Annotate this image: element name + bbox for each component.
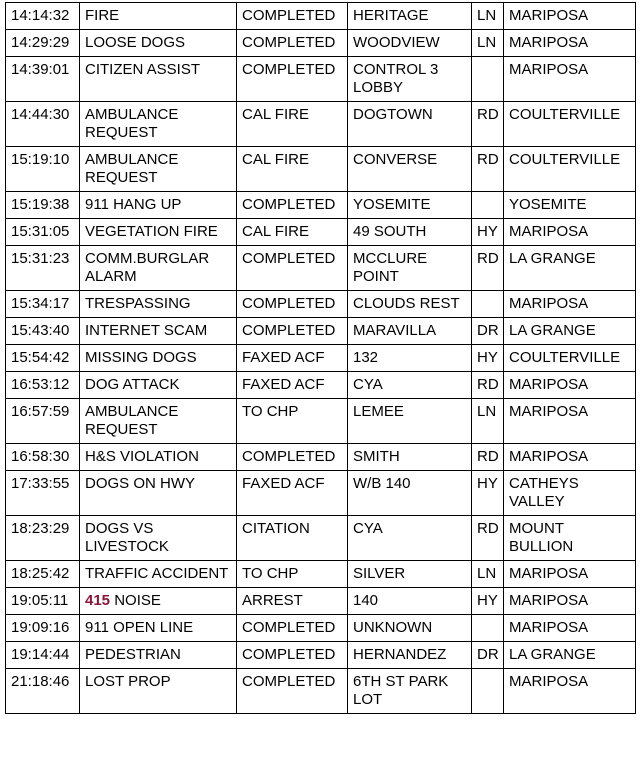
table-row [6, 615, 636, 642]
table-row [6, 30, 636, 57]
city-cell: LA GRANGE [504, 246, 636, 291]
street-suffix-cell: HY [472, 588, 504, 615]
time-cell: 16:58:30 [6, 444, 80, 471]
street-cell: MARAVILLA [348, 318, 472, 345]
disposition-cell: ARREST [237, 588, 348, 615]
call-type-cell: LOST PROP [80, 669, 237, 714]
street-suffix-cell: LN [472, 3, 504, 30]
time-cell: 15:19:38 [6, 192, 80, 219]
call-type-cell: 911 HANG UP [80, 192, 237, 219]
time-cell: 14:29:29 [6, 30, 80, 57]
disposition-cell: COMPLETED [237, 57, 348, 102]
disposition-cell: COMPLETED [237, 246, 348, 291]
call-type-cell: DOGS VS LIVESTOCK [80, 516, 237, 561]
call-type-cell: H&S VIOLATION [80, 444, 237, 471]
city-cell: LA GRANGE [504, 318, 636, 345]
time-cell: 19:09:16 [6, 615, 80, 642]
street-suffix-cell: LN [472, 561, 504, 588]
table-row [6, 399, 636, 444]
call-type-cell: CITIZEN ASSIST [80, 57, 237, 102]
street-suffix-cell: HY [472, 219, 504, 246]
call-type-cell: TRESPASSING [80, 291, 237, 318]
time-cell: 19:05:11 [6, 588, 80, 615]
call-type-cell: AMBULANCE REQUEST [80, 147, 237, 192]
disposition-cell: FAXED ACF [237, 345, 348, 372]
city-cell: MARIPOSA [504, 588, 636, 615]
table-row [6, 642, 636, 669]
call-type-cell: VEGETATION FIRE [80, 219, 237, 246]
disposition-cell: CAL FIRE [237, 147, 348, 192]
call-type-cell: AMBULANCE REQUEST [80, 102, 237, 147]
time-cell: 16:53:12 [6, 372, 80, 399]
city-cell: MARIPOSA [504, 444, 636, 471]
street-cell: HERNANDEZ [348, 642, 472, 669]
street-suffix-cell [472, 615, 504, 642]
disposition-cell: TO CHP [237, 561, 348, 588]
street-suffix-cell: LN [472, 30, 504, 57]
street-suffix-cell: RD [472, 102, 504, 147]
time-cell: 15:31:23 [6, 246, 80, 291]
city-cell: MARIPOSA [504, 615, 636, 642]
city-cell: MARIPOSA [504, 561, 636, 588]
city-cell: MARIPOSA [504, 372, 636, 399]
street-suffix-cell [472, 57, 504, 102]
time-cell: 17:33:55 [6, 471, 80, 516]
time-cell: 19:14:44 [6, 642, 80, 669]
street-cell: WOODVIEW [348, 30, 472, 57]
street-suffix-cell: LN [472, 399, 504, 444]
disposition-cell: COMPLETED [237, 669, 348, 714]
disposition-cell: CAL FIRE [237, 102, 348, 147]
table-row [6, 444, 636, 471]
time-cell: 14:44:30 [6, 102, 80, 147]
disposition-cell: COMPLETED [237, 3, 348, 30]
table-row [6, 561, 636, 588]
street-cell: 49 SOUTH [348, 219, 472, 246]
table-row [6, 318, 636, 345]
table-row [6, 102, 636, 147]
street-suffix-cell: RD [472, 246, 504, 291]
table-row [6, 345, 636, 372]
street-suffix-cell: RD [472, 147, 504, 192]
disposition-cell: CAL FIRE [237, 219, 348, 246]
call-log-table [5, 2, 636, 714]
disposition-cell: COMPLETED [237, 615, 348, 642]
call-log-body [6, 3, 636, 714]
call-type-cell: 911 OPEN LINE [80, 615, 237, 642]
street-suffix-cell: RD [472, 516, 504, 561]
call-type-cell: PEDESTRIAN [80, 642, 237, 669]
time-cell: 16:57:59 [6, 399, 80, 444]
street-cell: CLOUDS REST [348, 291, 472, 318]
street-suffix-cell [472, 192, 504, 219]
street-cell: YOSEMITE [348, 192, 472, 219]
time-cell: 21:18:46 [6, 669, 80, 714]
street-suffix-cell [472, 291, 504, 318]
call-type-cell: AMBULANCE REQUEST [80, 399, 237, 444]
street-cell: MCCLURE POINT [348, 246, 472, 291]
penal-code-415: 415 [85, 592, 111, 609]
call-type-cell [80, 588, 237, 615]
call-type-cell: FIRE [80, 3, 237, 30]
table-row [6, 588, 636, 615]
disposition-cell: COMPLETED [237, 642, 348, 669]
table-row [6, 57, 636, 102]
disposition-cell: CITATION [237, 516, 348, 561]
street-cell: LEMEE [348, 399, 472, 444]
table-row [6, 372, 636, 399]
table-row [6, 3, 636, 30]
street-suffix-cell: HY [472, 471, 504, 516]
time-cell: 15:34:17 [6, 291, 80, 318]
city-cell: YOSEMITE [504, 192, 636, 219]
street-cell: CONVERSE [348, 147, 472, 192]
time-cell: 15:43:40 [6, 318, 80, 345]
disposition-cell: COMPLETED [237, 30, 348, 57]
time-cell: 15:31:05 [6, 219, 80, 246]
call-type-cell: LOOSE DOGS [80, 30, 237, 57]
city-cell: MARIPOSA [504, 30, 636, 57]
table-row [6, 471, 636, 516]
street-cell: CYA [348, 516, 472, 561]
time-cell: 15:54:42 [6, 345, 80, 372]
table-row [6, 192, 636, 219]
time-cell: 15:19:10 [6, 147, 80, 192]
disposition-cell: TO CHP [237, 399, 348, 444]
street-cell: DOGTOWN [348, 102, 472, 147]
table-row [6, 246, 636, 291]
street-suffix-cell: RD [472, 372, 504, 399]
street-cell: CYA [348, 372, 472, 399]
table-row [6, 516, 636, 561]
street-cell: 6TH ST PARK LOT [348, 669, 472, 714]
city-cell: CATHEYS VALLEY [504, 471, 636, 516]
call-type-cell: INTERNET SCAM [80, 318, 237, 345]
city-cell: MARIPOSA [504, 291, 636, 318]
street-cell: SILVER [348, 561, 472, 588]
street-cell: CONTROL 3 LOBBY [348, 57, 472, 102]
street-suffix-cell: DR [472, 318, 504, 345]
street-suffix-cell: HY [472, 345, 504, 372]
table-row [6, 291, 636, 318]
street-cell: UNKNOWN [348, 615, 472, 642]
street-cell: HERITAGE [348, 3, 472, 30]
call-type-cell: TRAFFIC ACCIDENT [80, 561, 237, 588]
disposition-cell: COMPLETED [237, 291, 348, 318]
city-cell: MARIPOSA [504, 219, 636, 246]
disposition-cell: COMPLETED [237, 444, 348, 471]
time-cell: 14:14:32 [6, 3, 80, 30]
call-type-cell: COMM.BURGLAR ALARM [80, 246, 237, 291]
street-cell: W/B 140 [348, 471, 472, 516]
disposition-cell: FAXED ACF [237, 372, 348, 399]
city-cell: COULTERVILLE [504, 345, 636, 372]
disposition-cell: FAXED ACF [237, 471, 348, 516]
disposition-cell: COMPLETED [237, 192, 348, 219]
time-cell: 18:25:42 [6, 561, 80, 588]
street-cell: SMITH [348, 444, 472, 471]
city-cell: MARIPOSA [504, 57, 636, 102]
call-type-cell: MISSING DOGS [80, 345, 237, 372]
time-cell: 18:23:29 [6, 516, 80, 561]
table-row [6, 147, 636, 192]
street-suffix-cell: RD [472, 444, 504, 471]
street-cell: 140 [348, 588, 472, 615]
city-cell: COULTERVILLE [504, 102, 636, 147]
city-cell: MOUNT BULLION [504, 516, 636, 561]
table-row [6, 219, 636, 246]
call-type-text: NOISE [110, 592, 161, 609]
street-cell: 132 [348, 345, 472, 372]
street-suffix-cell: DR [472, 642, 504, 669]
city-cell: COULTERVILLE [504, 147, 636, 192]
time-cell: 14:39:01 [6, 57, 80, 102]
disposition-cell: COMPLETED [237, 318, 348, 345]
call-type-cell: DOGS ON HWY [80, 471, 237, 516]
city-cell: MARIPOSA [504, 399, 636, 444]
city-cell: MARIPOSA [504, 669, 636, 714]
street-suffix-cell [472, 669, 504, 714]
city-cell: LA GRANGE [504, 642, 636, 669]
table-row [6, 669, 636, 714]
call-type-cell: DOG ATTACK [80, 372, 237, 399]
city-cell: MARIPOSA [504, 3, 636, 30]
